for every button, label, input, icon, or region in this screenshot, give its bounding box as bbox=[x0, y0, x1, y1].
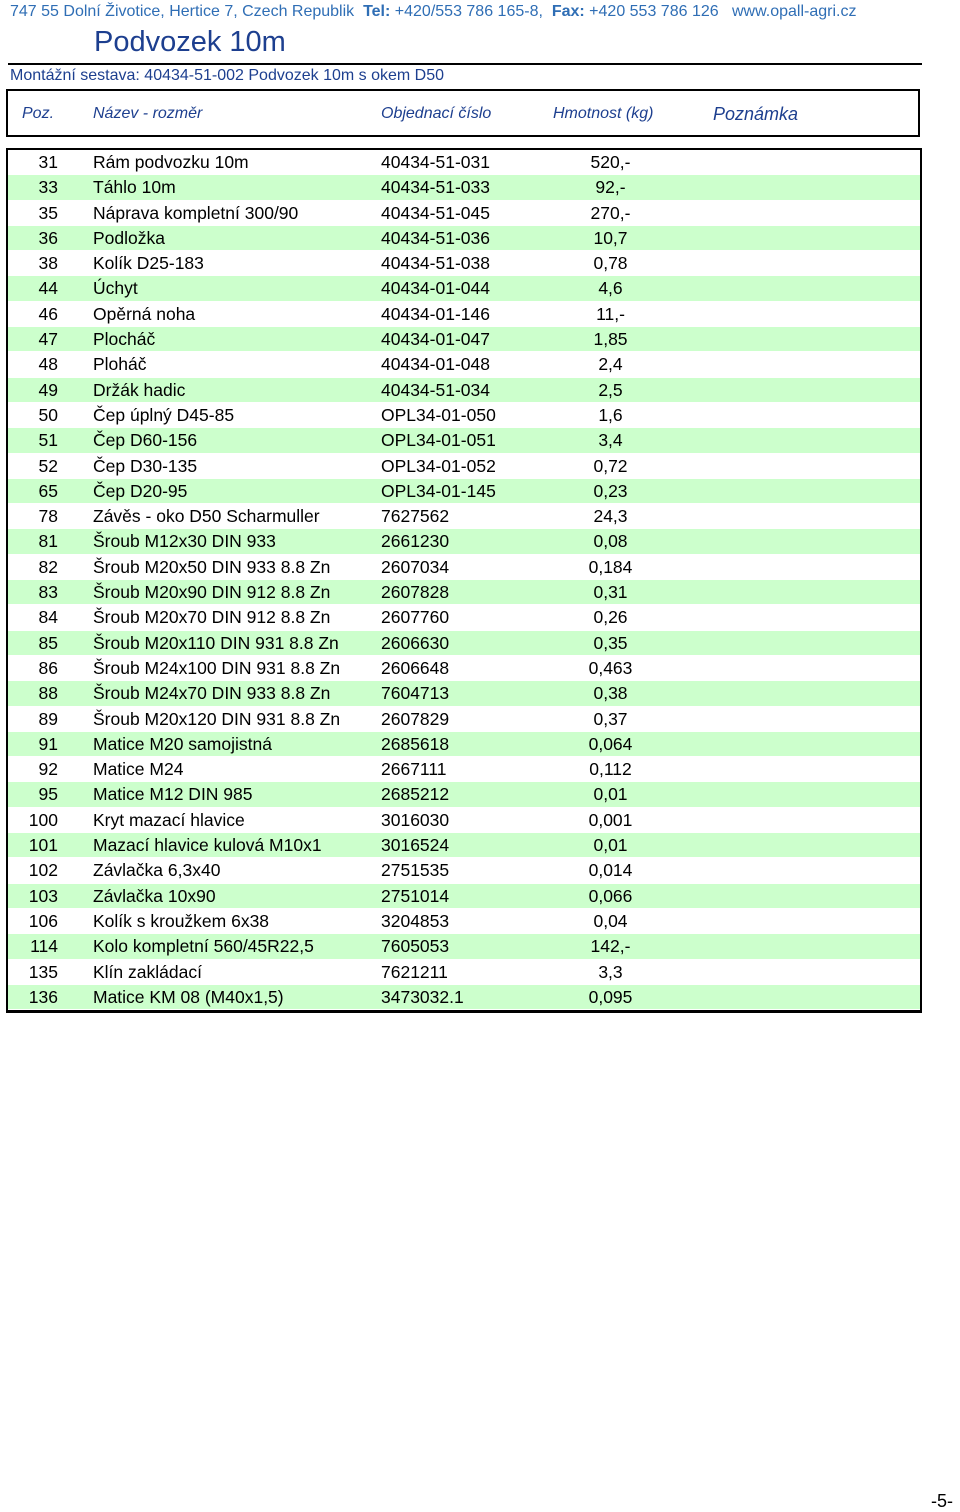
row-name: Šroub M24x100 DIN 931 8.8 Zn bbox=[93, 657, 341, 678]
header-name: Název - rozměr bbox=[93, 105, 203, 122]
row-pos: 135 bbox=[28, 961, 58, 982]
row-name: Závěs - oko D50 Scharmuller bbox=[93, 506, 320, 527]
document-title: Podvozek 10m bbox=[94, 26, 286, 58]
row-order-no: 3016030 bbox=[381, 809, 450, 830]
row-pos: 50 bbox=[38, 404, 58, 425]
row-order-no: 2751535 bbox=[381, 860, 450, 881]
row-weight: 0,184 bbox=[588, 556, 633, 577]
table-row bbox=[8, 150, 920, 175]
header-pos: Poz. bbox=[22, 105, 55, 122]
table-row bbox=[8, 175, 920, 200]
row-name: Rám podvozku 10m bbox=[93, 152, 249, 172]
row-name: Držák hadic bbox=[93, 379, 186, 400]
row-name: Matice M20 samojistná bbox=[93, 733, 272, 754]
row-weight: 24,3 bbox=[593, 506, 628, 527]
table-row bbox=[8, 454, 920, 479]
row-weight: 92,- bbox=[595, 177, 626, 198]
table-row bbox=[8, 858, 920, 883]
row-weight: 0,37 bbox=[593, 708, 628, 729]
table-row bbox=[8, 833, 920, 858]
row-name: Čep D20-95 bbox=[93, 480, 188, 501]
table-row bbox=[8, 934, 920, 959]
row-order-no: 2607760 bbox=[381, 607, 450, 628]
row-order-no: OPL34-01-145 bbox=[381, 480, 496, 501]
row-pos: 51 bbox=[38, 430, 58, 451]
row-pos: 114 bbox=[30, 936, 58, 957]
table-row bbox=[8, 403, 920, 428]
row-weight: 0,066 bbox=[588, 885, 633, 906]
header-note: Poznámka bbox=[713, 104, 799, 124]
table-row bbox=[8, 378, 920, 403]
row-weight: 0,26 bbox=[593, 607, 628, 628]
row-pos: 49 bbox=[38, 379, 58, 400]
row-name: Šroub M20x70 DIN 912 8.8 Zn bbox=[93, 607, 331, 628]
row-pos: 52 bbox=[38, 455, 58, 476]
table-row bbox=[8, 555, 920, 580]
row-weight: 0,38 bbox=[593, 683, 628, 704]
table-row bbox=[8, 251, 920, 276]
table-row bbox=[8, 985, 920, 1010]
row-order-no: OPL34-01-050 bbox=[381, 404, 496, 425]
row-weight: 0,08 bbox=[593, 531, 628, 552]
row-pos: 85 bbox=[38, 632, 58, 653]
row-name: Čep D30-135 bbox=[93, 455, 198, 476]
row-pos: 48 bbox=[38, 354, 58, 375]
website[interactable]: www.opall-agri.cz bbox=[731, 3, 857, 20]
row-order-no: 2751014 bbox=[381, 885, 450, 906]
row-weight: 10,7 bbox=[593, 227, 628, 248]
page-number: -5- bbox=[931, 1491, 953, 1511]
table-row bbox=[8, 226, 920, 251]
row-weight: 2,4 bbox=[598, 354, 623, 375]
table-row bbox=[8, 605, 920, 630]
row-weight: 2,5 bbox=[598, 379, 623, 400]
row-pos: 88 bbox=[38, 683, 58, 704]
table-row bbox=[8, 782, 920, 807]
row-order-no: 40434-51-031 bbox=[381, 152, 490, 172]
row-name: Táhlo 10m bbox=[93, 177, 176, 198]
row-pos: 136 bbox=[28, 986, 58, 1007]
row-name: Matice KM 08 (M40x1,5) bbox=[93, 986, 284, 1007]
row-name: Opěrná noha bbox=[93, 303, 196, 324]
table-row bbox=[8, 631, 920, 656]
table-row bbox=[8, 732, 920, 757]
row-pos: 82 bbox=[38, 556, 58, 577]
table-row bbox=[8, 529, 920, 554]
fax-label: Fax: bbox=[551, 3, 585, 20]
row-weight: 0,112 bbox=[589, 759, 632, 780]
row-name: Matice M24 bbox=[93, 759, 184, 780]
row-name: Plocháč bbox=[93, 329, 156, 350]
row-weight: 142,- bbox=[590, 936, 631, 957]
row-order-no: 40434-51-045 bbox=[381, 202, 490, 223]
table-row bbox=[8, 681, 920, 706]
row-pos: 86 bbox=[38, 657, 58, 678]
row-name: Kolík D25-183 bbox=[93, 253, 204, 274]
row-order-no: 2607828 bbox=[381, 582, 450, 603]
row-pos: 91 bbox=[38, 733, 58, 754]
row-order-no: 2606648 bbox=[381, 657, 450, 678]
row-weight: 0,04 bbox=[593, 910, 628, 931]
company-header bbox=[10, 3, 856, 21]
row-pos: 65 bbox=[38, 480, 58, 501]
row-pos: 84 bbox=[38, 607, 58, 628]
row-weight: 3,3 bbox=[598, 961, 623, 982]
row-name: Ploháč bbox=[93, 354, 147, 375]
row-name: Kryt mazací hlavice bbox=[93, 809, 245, 830]
row-weight: 0,01 bbox=[593, 835, 628, 856]
row-weight: 4,6 bbox=[598, 278, 623, 299]
row-name: Kolík s kroužkem 6x38 bbox=[93, 910, 270, 931]
row-name: Šroub M24x70 DIN 933 8.8 Zn bbox=[93, 683, 331, 704]
row-name: Kolo kompletní 560/45R22,5 bbox=[93, 936, 314, 957]
tel-label: Tel: bbox=[363, 3, 391, 20]
column-header bbox=[6, 89, 920, 137]
row-order-no: 2685212 bbox=[381, 784, 450, 805]
table-row bbox=[8, 201, 920, 226]
row-weight: 0,23 bbox=[593, 480, 628, 501]
row-weight: 0,78 bbox=[593, 253, 628, 274]
row-order-no: 3204853 bbox=[381, 910, 450, 931]
row-weight: 520,- bbox=[590, 152, 631, 172]
row-order-no: 7627562 bbox=[381, 506, 450, 527]
table-row bbox=[8, 808, 920, 833]
row-name: Mazací hlavice kulová M10x1 bbox=[93, 835, 322, 856]
table-row bbox=[8, 276, 920, 301]
row-weight: 0,001 bbox=[588, 809, 633, 830]
row-weight: 0,35 bbox=[593, 632, 628, 653]
row-pos: 103 bbox=[28, 885, 58, 906]
row-weight: 0,095 bbox=[588, 986, 633, 1007]
table-row bbox=[8, 580, 920, 605]
row-order-no: 2606630 bbox=[381, 632, 450, 653]
fax-value: +420 553 786 126 bbox=[589, 3, 719, 20]
table-row bbox=[8, 884, 920, 909]
row-order-no: 40434-51-038 bbox=[381, 253, 490, 274]
row-order-no: 40434-01-047 bbox=[381, 329, 490, 350]
row-pos: 83 bbox=[38, 582, 58, 603]
title-rule bbox=[8, 63, 922, 65]
company-address: 747 55 Dolní Životice, Hertice 7, Czech Republik bbox=[10, 3, 355, 20]
row-name: Čep úplný D45-85 bbox=[93, 404, 235, 425]
row-name: Šroub M20x110 DIN 931 8.8 Zn bbox=[93, 632, 339, 653]
row-pos: 92 bbox=[38, 759, 58, 780]
row-pos: 31 bbox=[38, 152, 58, 172]
assembly-subtitle: Montážní sestava: 40434-51-002 Podvozek 10m s okem D50 bbox=[10, 67, 445, 84]
row-name: Náprava kompletní 300/90 bbox=[93, 202, 299, 223]
tel-value: +420/553 786 165-8, bbox=[394, 3, 543, 20]
row-name: Šroub M20x90 DIN 912 8.8 Zn bbox=[93, 582, 331, 603]
table-row bbox=[8, 302, 920, 327]
row-order-no: 7621211 bbox=[381, 961, 448, 982]
row-pos: 102 bbox=[28, 860, 58, 881]
row-weight: 0,014 bbox=[588, 860, 633, 881]
parts-table bbox=[6, 148, 922, 1013]
row-name: Podložka bbox=[93, 227, 165, 248]
table-row bbox=[8, 504, 920, 529]
row-order-no: 40434-51-033 bbox=[381, 177, 490, 198]
row-weight: 0,463 bbox=[588, 657, 633, 678]
table-row bbox=[8, 707, 920, 732]
table-row bbox=[8, 909, 920, 934]
row-order-no: 40434-51-036 bbox=[381, 227, 490, 248]
row-name: Klín zakládací bbox=[93, 961, 202, 982]
row-order-no: 2685618 bbox=[381, 733, 450, 754]
table-row bbox=[8, 757, 920, 782]
row-weight: 1,6 bbox=[598, 404, 623, 425]
row-pos: 81 bbox=[38, 531, 58, 552]
header-weight: Hmotnost (kg) bbox=[553, 105, 654, 122]
row-name: Šroub M20x50 DIN 933 8.8 Zn bbox=[93, 556, 331, 577]
table-row bbox=[8, 352, 920, 377]
table-row bbox=[8, 479, 920, 504]
row-order-no: OPL34-01-052 bbox=[381, 455, 496, 476]
row-weight: 270,- bbox=[590, 202, 631, 223]
row-name: Matice M12 DIN 985 bbox=[93, 784, 253, 805]
row-name: Šroub M12x30 DIN 933 bbox=[93, 531, 276, 552]
row-pos: 95 bbox=[38, 784, 58, 805]
row-pos: 46 bbox=[38, 303, 58, 324]
row-pos: 78 bbox=[38, 506, 58, 527]
table-row bbox=[8, 428, 920, 453]
row-order-no: 40434-51-034 bbox=[381, 379, 490, 400]
table-row bbox=[8, 960, 920, 985]
row-pos: 101 bbox=[28, 835, 58, 856]
row-order-no: 40434-01-146 bbox=[381, 303, 490, 324]
row-pos: 44 bbox=[38, 278, 58, 299]
row-pos: 106 bbox=[28, 910, 58, 931]
row-weight: 11,- bbox=[596, 303, 625, 324]
row-name: Úchyt bbox=[93, 278, 138, 299]
row-weight: 0,01 bbox=[593, 784, 628, 805]
row-pos: 100 bbox=[28, 809, 58, 830]
row-name: Šroub M20x120 DIN 931 8.8 Zn bbox=[93, 708, 341, 729]
row-weight: 1,85 bbox=[593, 329, 628, 350]
row-order-no: 40434-01-048 bbox=[381, 354, 490, 375]
row-order-no: 2661230 bbox=[381, 531, 450, 552]
row-pos: 36 bbox=[38, 227, 58, 248]
row-weight: 0,31 bbox=[593, 582, 628, 603]
row-order-no: 3016524 bbox=[381, 835, 450, 856]
row-pos: 89 bbox=[38, 708, 58, 729]
table-row bbox=[8, 327, 920, 352]
row-pos: 35 bbox=[38, 202, 58, 223]
row-pos: 38 bbox=[38, 253, 58, 274]
row-order-no: 40434-01-044 bbox=[381, 278, 490, 299]
row-order-no: 2667111 bbox=[381, 759, 447, 780]
header-order-no: Objednací číslo bbox=[381, 105, 492, 122]
row-weight: 0,064 bbox=[588, 733, 633, 754]
row-weight: 3,4 bbox=[598, 430, 623, 451]
row-order-no: 2607829 bbox=[381, 708, 450, 729]
row-order-no: 7605053 bbox=[381, 936, 450, 957]
row-order-no: 2607034 bbox=[381, 556, 450, 577]
row-name: Čep D60-156 bbox=[93, 430, 198, 451]
row-pos: 47 bbox=[38, 329, 58, 350]
row-weight: 0,72 bbox=[593, 455, 628, 476]
row-name: Závlačka 6,3x40 bbox=[93, 860, 221, 881]
table-row bbox=[8, 656, 920, 681]
row-pos: 33 bbox=[38, 177, 58, 198]
row-order-no: 3473032.1 bbox=[381, 986, 464, 1007]
row-name: Závlačka 10x90 bbox=[93, 885, 216, 906]
row-order-no: 7604713 bbox=[381, 683, 450, 704]
row-order-no: OPL34-01-051 bbox=[381, 430, 496, 451]
